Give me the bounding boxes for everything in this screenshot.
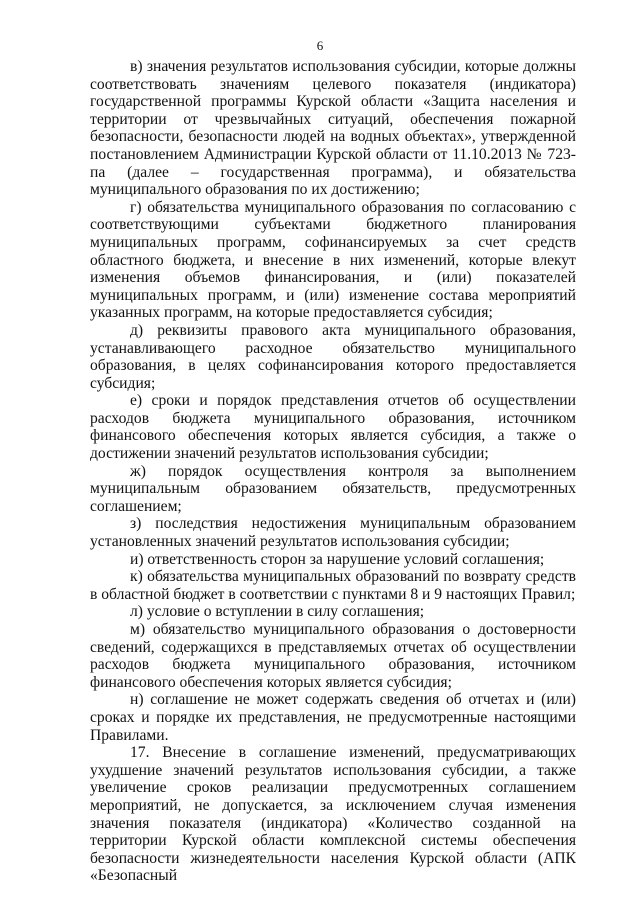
- paragraph-m: м) обязательство муниципального образования о достоверности сведений, содержащихся в представляемых отчетах об осуществлении расходов бюджета муниципального образования, источником финансового обеспечения которых является субсидия;: [90, 621, 576, 691]
- paragraph-zh: ж) порядок осуществления контроля за выполнением муниципальным образованием обязательств, предусмотренных соглашением;: [90, 462, 576, 515]
- paragraph-k: к) обязательства муниципальных образований по возврату средств в областной бюджет в соответствии с пунктами 8 и 9 настоящих Правил;: [90, 568, 576, 603]
- paragraph-g: г) обязательства муниципального образования по согласованию с соответствующими субъектами бюджетного планирования муниципальных программ, софинансируемых за счет средств областного бюджета, и внесение в них изменений, которые влекут изменения объемов финансирования, и (или) показателей муниципальных программ, и (или) изменение состава мероприятий указанных программ, на которые предоставляется субсидия;: [90, 198, 576, 322]
- paragraph-17: 17. Внесение в соглашение изменений, предусматривающих ухудшение значений результатов использования субсидии, а также увеличение сроков реализации предусмотренных соглашением мероприятий, не допускается, за исключением случая изменения значения показателя (индикатора) «Количество созданной на территории Курской области комплексной системы обеспечения безопасности жизнедеятельности населения Курской области (АПК «Безопасный: [90, 744, 576, 885]
- paragraph-i: и) ответственность сторон за нарушение условий соглашения;: [130, 550, 545, 568]
- paragraph-n: н) соглашение не может содержать сведения об отчетах и (или) сроках и порядке их представления, не предусмотренные настоящими Правилами.: [90, 691, 576, 744]
- paragraph-v: в) значения результатов использования субсидии, которые должны соответствовать значениям целевого показателя (индикатора) государственной программы Курской области «Защита населения и территории от чрезвычайных ситуаций, обеспечения пожарной безопасности, безопасности людей на водных объектах», утвержденной постановлением Администрации Курской области от 11.10.2013 № 723-па (далее – государственная программа), и обязательства муниципального образования по их достижению;: [90, 58, 576, 199]
- paragraph-e: е) сроки и порядок представления отчетов об осуществлении расходов бюджета муниципального образования, источником финансового обеспечения которых является субсидия, а также о достижении значений результатов использования субсидии;: [90, 392, 576, 463]
- page-number: 6: [316, 38, 324, 53]
- paragraph-z: з) последствия недостижения муниципальным образованием установленных значений результатов использования субсидии;: [90, 515, 576, 551]
- paragraph-d: д) реквизиты правового акта муниципального образования, устанавливающего расходное обязательство муниципального образования, в целях софинансирования которого предоставляется субсидия;: [90, 321, 576, 392]
- paragraph-l: л) условие о вступлении в силу соглашения;: [130, 603, 425, 621]
- document-body: [90, 58, 576, 885]
